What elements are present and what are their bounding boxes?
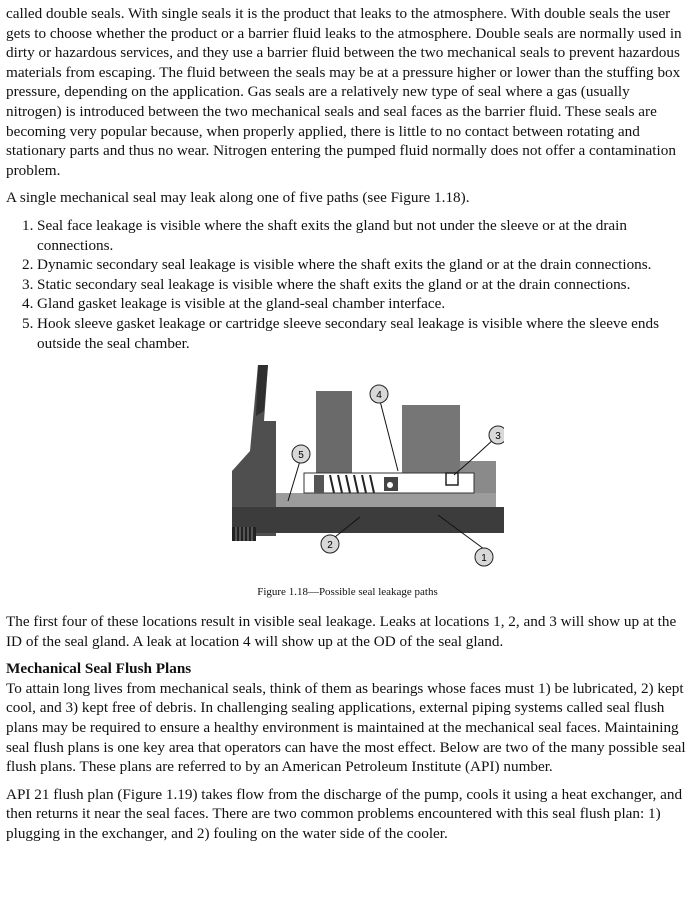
list-item: 4. Gland gasket leakage is visible at the gland-seal chamber interface.: [22, 295, 446, 313]
paragraph-leak-locations: The first four of these locations result in visible seal leakage. Leaks at locations 1, 2, and 3 will show up at the ID of the seal gland. A leak at location 4 will show up at the OD of the seal gland.: [6, 613, 677, 650]
paragraph-flush-plans: To attain long lives from mechanical seals, think of them as bearings whose faces must 1) be lubricated, 2) kept cool, and 3) kept free of debris. In challenging sealing applications, external piping systems called seal flush plans may be required to ensure a healthy environment is maintained at the mechanical seal faces. Maintaining seal flush plans is one key area that operators can have the most effect. Below are two of the many possible seal flush plans. These plans are referred to by an American Petroleum Institute (API) number.: [6, 679, 686, 776]
figure-seal-leakage: [6, 361, 689, 583]
callout-1: [475, 548, 493, 566]
callout-3: [489, 426, 504, 444]
paragraph-leak-intro: A single mechanical seal may leak along one of five paths (see Figure 1.18).: [6, 189, 470, 207]
callout-4: [370, 385, 388, 403]
document-page: [6, 4, 689, 844]
list-item: 3. Static secondary seal leakage is visible where the shaft exits the gland or at the drain connections.: [22, 275, 631, 293]
o-ring: [446, 473, 458, 485]
paragraph-api21: API 21 flush plan (Figure 1.19) takes flow from the discharge of the pump, cools it using a heat exchanger, and then returns it near the seal faces. There are two common problems encountered with this seal flush plan: 1) plugging in the exchanger, and 2) fouling on the water side of the cooler.: [6, 785, 683, 843]
casing-edge: [256, 365, 268, 416]
secondary-seal: [387, 482, 393, 488]
callout-5: [292, 445, 310, 463]
list-item: 1. Seal face leakage is visible where the shaft exits the gland but not under the sleeve or at the drain connections.: [22, 216, 627, 254]
list-item: 5. Hook sleeve gasket leakage or cartridge sleeve secondary seal leakage is visible where the sleeve ends outside the seal chamber.: [22, 314, 659, 352]
svg-text:3: 3: [495, 431, 501, 443]
pump-shaft: [232, 507, 504, 533]
list-item: 2. Dynamic secondary seal leakage is visible where the shaft exits the gland or at the drain connections.: [22, 256, 652, 274]
svg-text:4: 4: [376, 390, 382, 402]
figure-caption: Figure 1.18—Possible seal leakage paths: [257, 586, 438, 599]
leader-line-4: [379, 397, 398, 471]
leak-path-list: [6, 216, 689, 353]
section-heading-flush-plans: Mechanical Seal Flush Plans: [6, 660, 192, 678]
svg-text:1: 1: [481, 553, 487, 565]
callout-2: [321, 535, 339, 553]
seal-leakage-diagram: [184, 361, 504, 583]
shaft-sleeve: [276, 493, 496, 507]
paragraph-double-seals: called double seals. With single seals it is the product that leaks to the atmosphere. With double seals the user gets to choose whether the product or a barrier fluid leaks to the atmosphere. Double seals are normally used in dirty or hazardous services, and they use a barrier fluid between the two mechanical seals to prevent hazardous materials from escaping. The fluid between the seals may be at a pressure higher or lower than the stuffing box pressure, depending on the application. Gas seals are a relatively new type of seal where a gas (usually nitrogen) is introduced between the two mechanical seals and seal faces as the barrier fluid. These seals are becoming very popular because, when properly applied, there is little to no contact between rotating and stationary parts and thus no wear. Nitrogen entering the pumped fluid normally does not offer a contamination problem.: [6, 5, 682, 179]
svg-text:5: 5: [298, 450, 304, 462]
svg-text:2: 2: [327, 540, 333, 552]
